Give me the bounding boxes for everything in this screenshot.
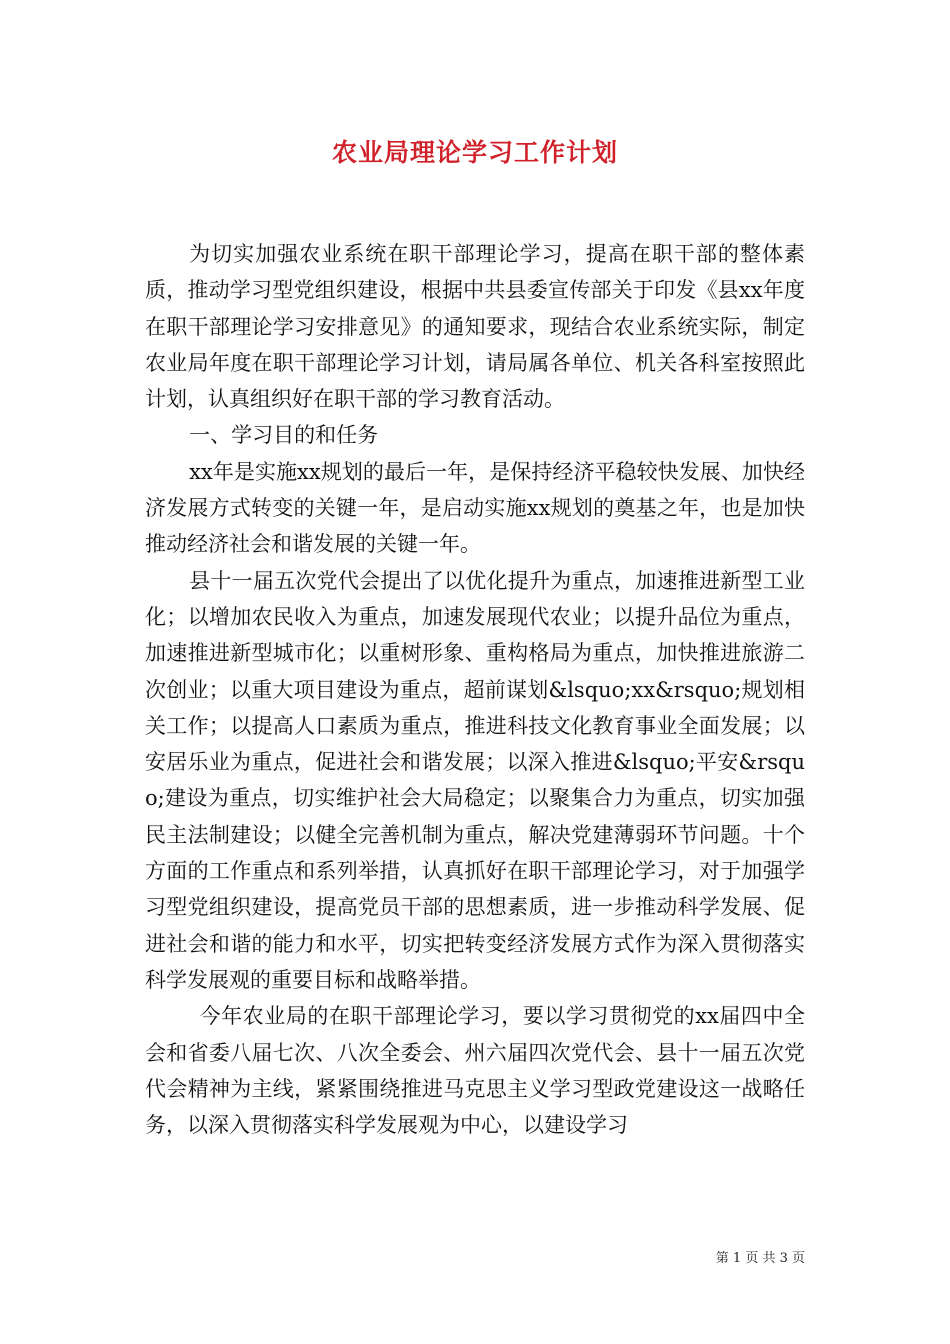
paragraph-year-overview: xx年是实施xx规划的最后一年，是保持经济平稳较快发展、加快经济发展方式转变的关键一年，是启动实施xx规划的奠基之年，也是加快推动经济社会和谐发展的关键一年。 xyxy=(145,459,805,557)
section-heading: 一、学习目的和任务 xyxy=(189,423,379,448)
document-title: 农业局理论学习工作计划 xyxy=(331,138,618,167)
page-number-footer: 第 1 页 共 3 页 xyxy=(715,1251,805,1266)
document-body xyxy=(145,236,805,1143)
paragraph-intro: 为切实加强农业系统在职干部理论学习，提高在职干部的整体素质，推动学习型党组织建设，根据中共县委宣传部关于印发《县xx年度在职干部理论学习安排意见》的通知要求，现结合农业系统实际，制定农业局年度在职干部理论学习计划，请局属各单位、机关各科室按照此计划，认真组织好在职干部的学习教育活动。 xyxy=(145,242,805,412)
paragraph-county-congress: 县十一届五次党代会提出了以优化提升为重点，加速推进新型工业化；以增加农民收入为重点，加速发展现代农业；以提升品位为重点，加速推进新型城市化；以重树形象、重构格局为重点，加快推进旅游二次创业；以重大项目建设为重点，超前谋划&lsquo;xx&rsquo;规划相关工作；以提高人口素质为重点，推进科技文化教育事业全面发展；以安居乐业为重点，促进社会和谐发展；以深入推进&lsquo;平安&rsquo;建设为重点，切实维护社会大局稳定；以聚集合力为重点，切实加强民主法制建设；以健全完善机制为重点，解决党建薄弱环节问题。十个方面的工作重点和系列举措，认真抓好在职干部理论学习，对于加强学习型党组织建设，提高党员干部的思想素质，进一步推动科学发展、促进社会和谐的能力和水平，切实把转变经济发展方式作为深入贯彻落实科学发展观的重要目标和战略举措。 xyxy=(145,568,805,992)
paragraph-study-plan: 今年农业局的在职干部理论学习，要以学习贯彻党的xx届四中全会和省委八届七次、八次全委会、州六届四次党代会、县十一届五次党代会精神为主线，紧紧围绕推进马克思主义学习型政党建设这一战略任务，以深入贯彻落实科学发展观为中心，以建设学习 xyxy=(145,1004,805,1138)
